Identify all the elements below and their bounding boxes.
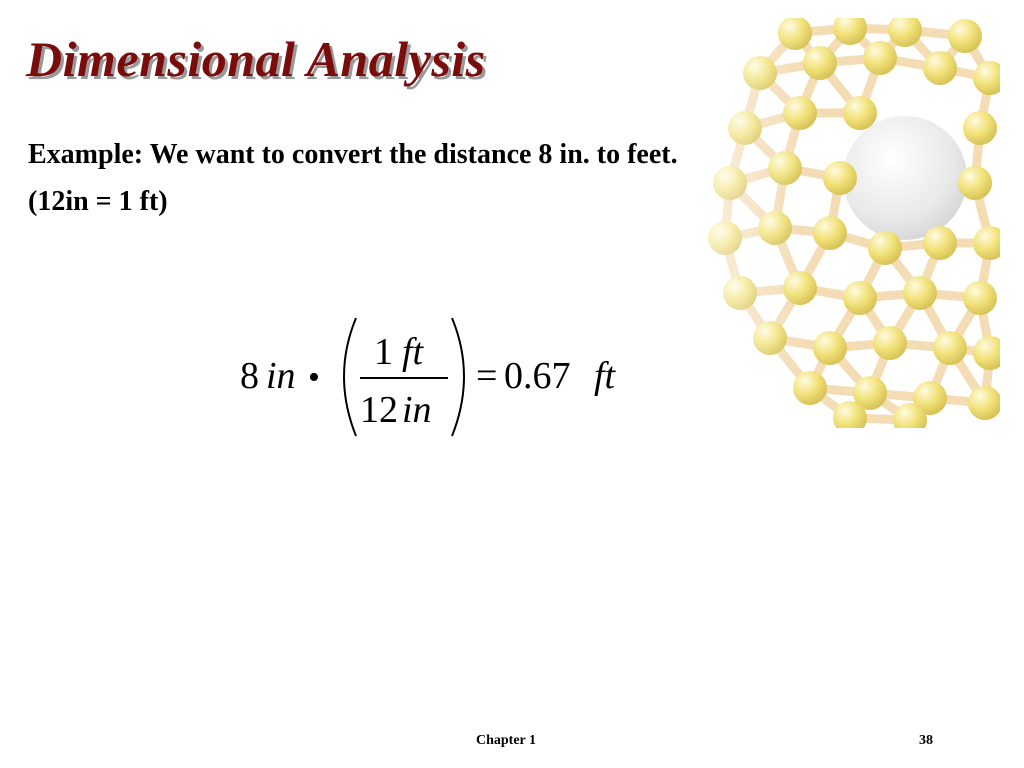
lhs-number: 8 — [240, 355, 259, 397]
right-parenthesis — [452, 318, 464, 436]
denominator-number: 12 — [360, 389, 398, 431]
multiply-dot: • — [308, 359, 320, 396]
footer-page-number: 38 — [919, 733, 933, 748]
conversion-equation — [236, 312, 656, 442]
equals-sign: = — [476, 355, 498, 397]
denominator-unit: in — [402, 389, 432, 431]
lhs-unit: in — [266, 355, 296, 397]
numerator-unit: ft — [402, 331, 424, 373]
footer-chapter: Chapter 1 — [476, 733, 537, 748]
result-unit: ft — [594, 355, 616, 397]
numerator-number: 1 — [374, 331, 393, 373]
slide-title: Dimensional Analysis — [26, 31, 486, 87]
result-number: 0.67 — [504, 355, 571, 397]
example-text: Example: We want to convert the distance 8 in. to feet. — [28, 139, 678, 170]
left-parenthesis — [344, 318, 356, 436]
buckyball-molecule-image — [700, 18, 1000, 428]
conversion-factor-text: (12in = 1 ft) — [28, 186, 168, 217]
